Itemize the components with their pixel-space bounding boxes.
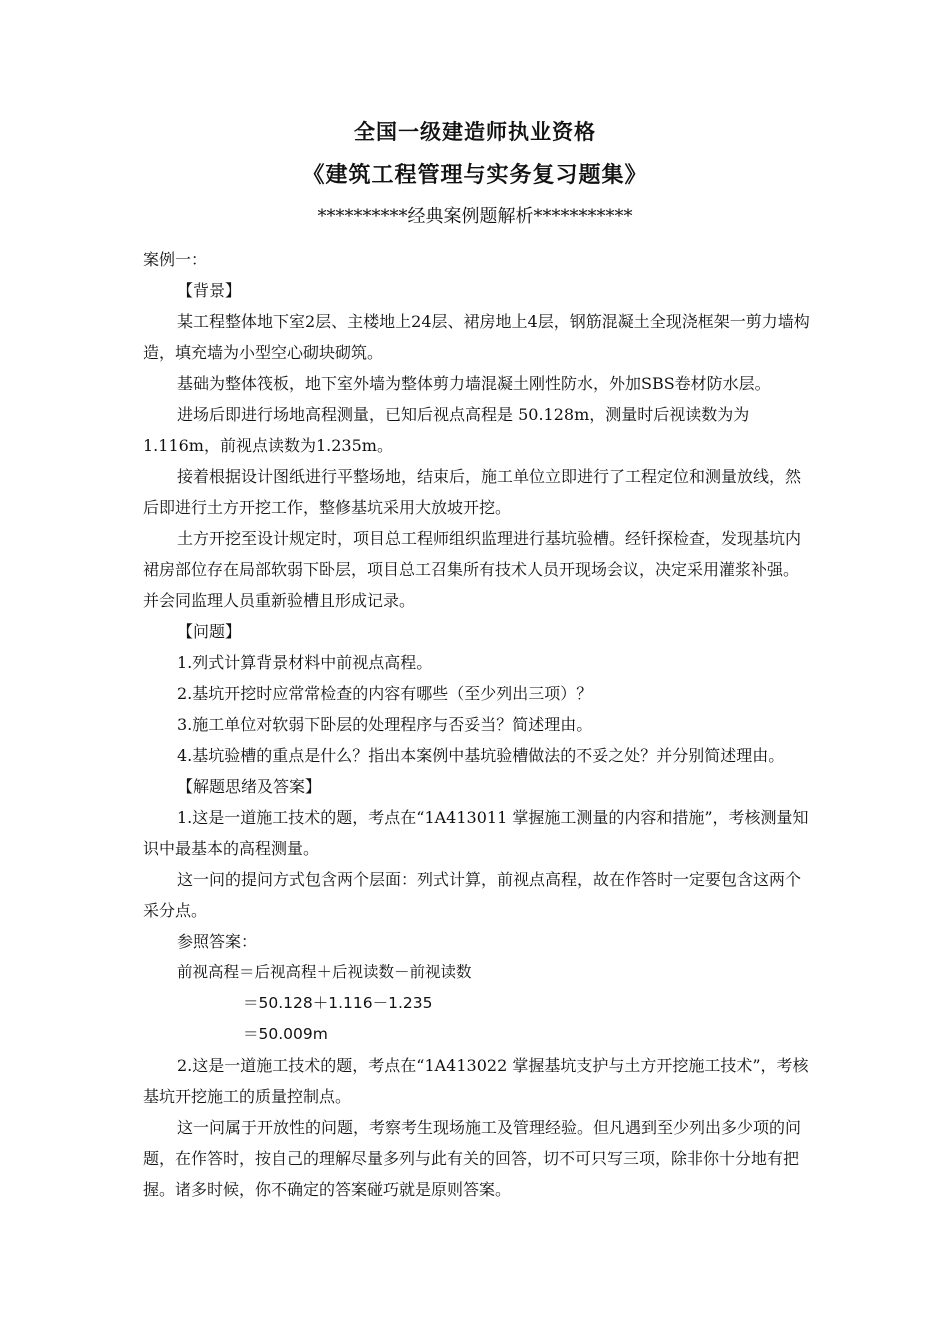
question-item: 1.列式计算背景材料中前视点高程。 <box>177 653 433 672</box>
background-paragraph: 土方开挖至设计规定时，项目总工程师组织监理进行基坑验槽。经钎探检查，发现基坑内裙房部位存在局部软弱下卧层，项目总工召集所有技术人员开现场会议，决定采用灌浆补强。并会同监理人员重新验槽且形成记录。 <box>143 529 802 610</box>
background-paragraph: 进场后即进行场地高程测量，已知后视点高程是 50.128m，测量时后视读数为为1.116m，前视点读数为1.235m。 <box>143 405 750 455</box>
background-paragraph: 某工程整体地下室2层、主楼地上24层、裙房地上4层，钢筋混凝土全现浇框架一剪力墙构造，填充墙为小型空心砌块砌筑。 <box>143 312 810 362</box>
answer-paragraph: 1.这是一道施工技术的题，考点在“1A413011 掌握施工测量的内容和措施”，考核测量知识中最基本的高程测量。 <box>143 808 809 858</box>
case-content <box>143 244 813 1205</box>
section-banner: **********经典案例题解析*********** <box>317 206 633 227</box>
document-subtitle-book: 《建筑工程管理与实务复习题集》 <box>302 162 648 188</box>
answers-heading: 【解题思绪及答案】 <box>177 777 322 796</box>
background-heading: 【背景】 <box>177 281 242 300</box>
answer-paragraph: 这一问属于开放性的问题，考察考生现场施工及管理经验。但凡遇到至少列出多少项的问题，在作答时，按自己的理解尽量多列与此有关的回答，切不可只写三项，除非你十分地有把握。诸多时候，你不确定的答案碰巧就是原则答案。 <box>143 1118 802 1199</box>
reference-label: 参照答案： <box>177 932 258 951</box>
formula-line: ＝50.009m <box>243 1025 328 1043</box>
background-paragraph: 基础为整体筏板，地下室外墙为整体剪力墙混凝土刚性防水，外加SBS卷材防水层。 <box>177 374 771 393</box>
case-label: 案例一： <box>143 250 208 269</box>
document-title: 全国一级建造师执业资格 <box>354 119 596 144</box>
formula-line: ＝50.128＋1.116－1.235 <box>243 994 433 1012</box>
question-item: 4.基坑验槽的重点是什么？指出本案例中基坑验槽做法的不妥之处？并分别简述理由。 <box>177 746 785 765</box>
formula-line: 前视高程＝后视高程＋后视读数－前视读数 <box>177 963 472 981</box>
question-item: 3.施工单位对软弱下卧层的处理程序与否妥当？简述理由。 <box>177 715 593 734</box>
questions-heading: 【问题】 <box>177 622 242 641</box>
answer-paragraph: 2.这是一道施工技术的题，考点在“1A413022 掌握基坑支护与土方开挖施工技术”，考核基坑开挖施工的质量控制点。 <box>143 1056 809 1106</box>
answer-paragraph: 这一问的提问方式包含两个层面：列式计算，前视点高程，故在作答时一定要包含这两个采分点。 <box>143 870 802 920</box>
question-item: 2.基坑开挖时应常常检查的内容有哪些（至少列出三项）？ <box>177 684 593 703</box>
background-paragraph: 接着根据设计图纸进行平整场地，结束后，施工单位立即进行了工程定位和测量放线，然后即进行土方开挖工作，整修基坑采用大放坡开挖。 <box>143 467 802 517</box>
